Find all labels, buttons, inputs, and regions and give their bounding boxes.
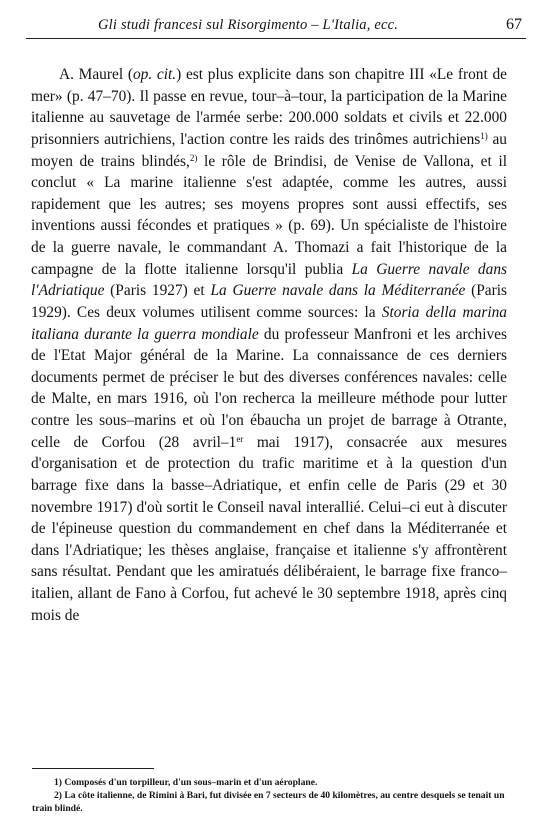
text-segment: A. Maurel (: [59, 66, 133, 83]
footnote-ref-1: 1): [480, 130, 488, 141]
text-segment: mai 1917), consacrée aux mesures d'organisation et de protection du trafic maritime et à la question d'un barrage fixe dans la basse–Adriatique, et enfin celle de Paris (29 et 30 novembre 1917) d'où sortit le Conseil naval interallié. Celui–ci eut à discuter de l'épineuse question du commandement en chef dans la Méditerranée et dans l'Adriatique; les thèses anglaise, française et italienne s'y affrontèrent sans résultat. Pendant que les amiratués délibéraient, le barrage fixe franco–italien, allant de Fano à Corfou, fut achevé le 30 septembre 1918, après cinq mois de: [31, 433, 507, 624]
book-title-adriatique: La Guerre navale dans l'Adriatique: [31, 260, 507, 300]
paragraph: [31, 64, 507, 626]
text-segment: (Paris 1927) et: [104, 282, 211, 300]
book-title-mediterranee: La Guerre navale dans la Méditerranée: [210, 282, 466, 300]
text-segment: du professeur Manfroni et les archives de l'Etat Major général de la Marine. La connaissance de ces derniers documents permet de préciser le but des diverses conférences navales: celle de Malte, en mars 1916, où l'on recherca la meilleure méthode pour lutter contre les sous–marins et où l'on ébaucha un projet de barrage à Otrante, celle de Corfou (28 avril–1: [31, 325, 507, 451]
footnote-ref-2: 2): [189, 152, 198, 163]
page-number: 67: [506, 16, 522, 33]
footnote-2: [32, 789, 508, 815]
running-head-title: Gli studi francesi sul Risorgimento – L'Italia, ecc.: [98, 17, 399, 33]
text-segment: au moyen de trains blindés,: [31, 130, 507, 170]
footnote-divider: [32, 768, 154, 769]
running-head: [26, 14, 526, 39]
text-segment: le rôle de Brindisi, de Venise de Vallona, et il conclut « La marine italienne s'est adaptée, comme les autres, aussi rapidement que les autres; ses moyens propres sont aussi effectifs, ses inventions aussi fécondes et pratiques » (p. 69). Un spécialiste de l'histoire de la guerre navale, le commandant A. Thomazi a fait l'historique de la campagne de la flotte italienne lorsqu'il publia: [31, 152, 507, 278]
footnote-number: 1): [54, 777, 62, 788]
footnotes: [32, 776, 508, 815]
book-title-storia: Storia della marina italiana durante la guerra mondiale: [31, 303, 508, 343]
body-text: [31, 64, 507, 626]
footnote-text: Composés d'un torpilleur, d'un sous–marin et d'un aéroplane.: [64, 777, 318, 788]
citation-op-cit: op. cit.: [132, 66, 177, 83]
footnote-1: [32, 776, 508, 789]
superscript-er: er: [236, 433, 244, 444]
text-segment: ) est plus explicite dans son chapitre III «Le front de mer» (p. 47–70). Il passe en revue, tour–à–tour, la participation de la Marine italienne au sauvetage de l'armée serbe: 200.000 soldats et civils et 22.000 prisonniers autrichiens, l'action contre les raids des trinômes autrichiens: [31, 66, 507, 148]
footnote-text: La côte italienne, de Rimini à Bari, fut divisée en 7 secteurs de 40 kilomètres, au centre desquels se tenait un train blindé.: [32, 790, 505, 814]
footnote-number: 2): [54, 790, 62, 801]
text-segment: (Paris 1929). Ces deux volumes utilisent comme sources: la: [31, 282, 507, 321]
